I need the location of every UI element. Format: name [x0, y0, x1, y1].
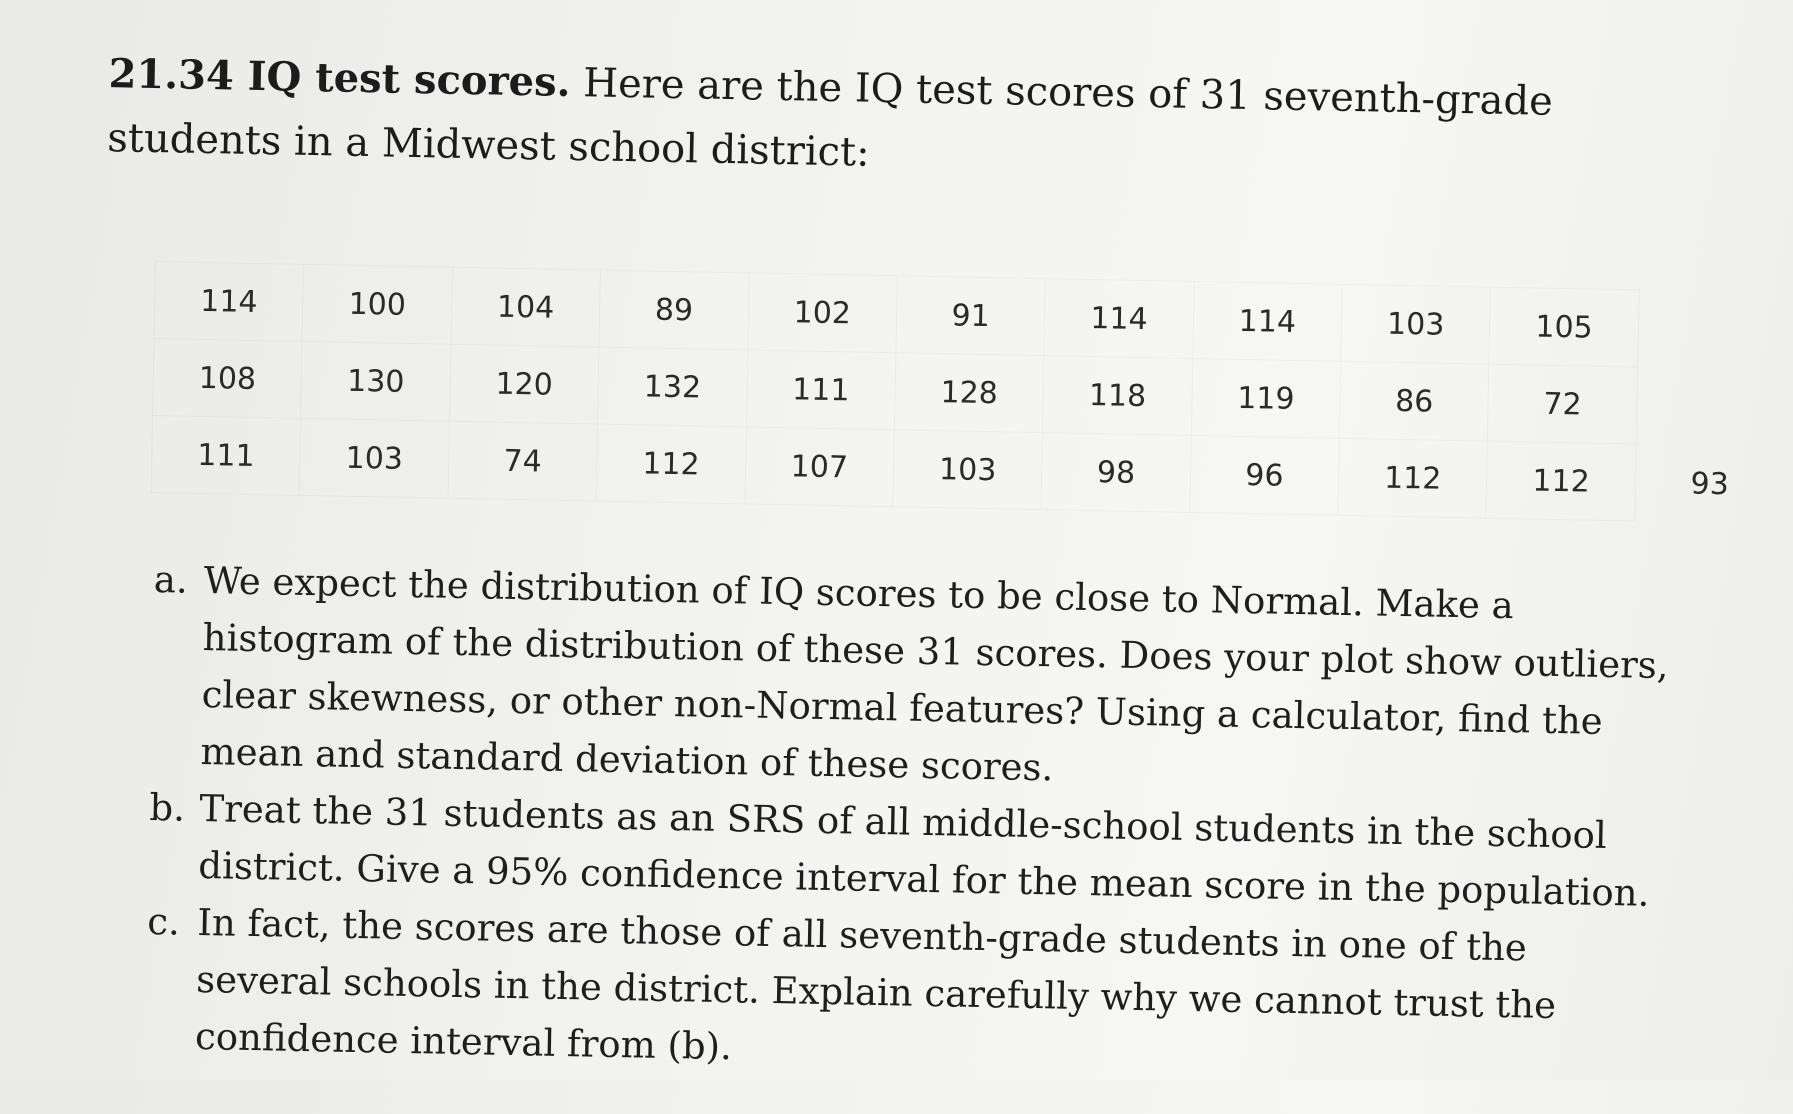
score-cell: 114 [154, 262, 304, 342]
question-text: In fact, the scores are those of all seventh-grade students in one of the several schools in the district. Explain carefully why we cannot trust the confidence interval from (b). [194, 900, 1557, 1069]
score-cell: 112 [1338, 438, 1488, 518]
score-cell: 112 [1486, 441, 1636, 521]
score-cell: 108 [153, 339, 303, 419]
question-c [145, 893, 1668, 1093]
question-letter: a. [153, 558, 189, 602]
score-cell: 102 [747, 273, 897, 353]
score-cell: 103 [299, 418, 449, 498]
iq-scores-table [151, 261, 1788, 524]
problem-intro: Here are the IQ test scores of 31 seventh-grade students in a Midwest school district: [106, 60, 1554, 176]
score-cell: 130 [301, 341, 451, 421]
score-cell: 93 [1690, 466, 1730, 502]
question-letter: b. [149, 786, 186, 830]
score-cell: 111 [746, 350, 896, 430]
score-cell: 96 [1190, 435, 1340, 515]
score-cell: 118 [1043, 356, 1193, 436]
score-cell: 128 [894, 353, 1044, 433]
score-cell: 100 [302, 264, 452, 344]
score-cell: 103 [1341, 284, 1491, 364]
score-cell: 104 [451, 267, 601, 347]
score-cell: 111 [151, 416, 301, 496]
score-cell: 120 [449, 344, 599, 424]
score-cell: 132 [598, 347, 748, 427]
score-cell: 114 [1044, 279, 1194, 359]
question-list [145, 551, 1675, 1093]
score-cell: 119 [1191, 358, 1341, 438]
score-cell: 72 [1488, 364, 1638, 444]
score-cell: 107 [744, 427, 894, 507]
question-a [150, 551, 1674, 808]
question-text: Treat the 31 students as an SRS of all middle-school students in the school district. Give a 95% confidence interval for the mean score in the population. [198, 786, 1650, 915]
empty-cell [1638, 290, 1788, 370]
problem-number-title: 21.34 IQ test scores. [108, 50, 572, 106]
score-cell: 91 [896, 276, 1046, 356]
score-cell: 114 [1192, 281, 1342, 361]
problem-statement [107, 42, 1669, 200]
question-text: We expect the distribution of IQ scores to be close to Normal. Make a histogram of the distribution of these 31 scores. Does your plot show outliers, clear skewness, or other non-Normal features? Using a calculator, find the mean and standard deviation of these scores. [200, 559, 1669, 790]
score-cell: 74 [448, 421, 598, 501]
score-cell: 105 [1489, 287, 1639, 367]
score-cell: 103 [893, 430, 1043, 510]
score-cell: 98 [1041, 433, 1191, 513]
question-letter: c. [146, 900, 181, 944]
score-cell: 112 [596, 424, 746, 504]
score-cell: 86 [1339, 361, 1489, 441]
empty-cell [1636, 367, 1786, 447]
score-cell: 89 [599, 270, 749, 350]
